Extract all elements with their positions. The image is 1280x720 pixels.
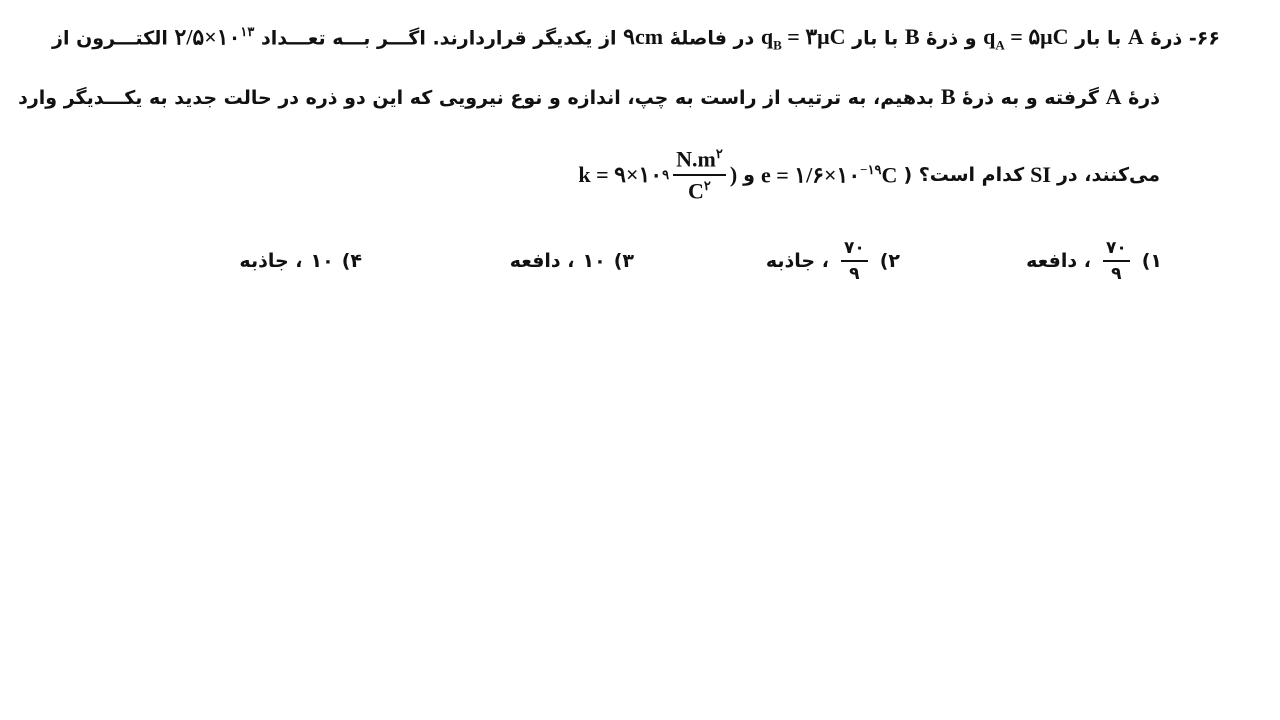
electron-charge: $e = ۱/۶\times ۱۰^{-۱۹}C$	[760, 162, 898, 188]
option-value: ۱۰	[310, 250, 334, 272]
charge-a: $q_A$ = ۵μC	[983, 24, 1069, 53]
charge-b: $q_B$ = ۳μC	[760, 24, 846, 53]
option-text: ، جاذبه	[765, 250, 829, 272]
option-1[interactable]	[1026, 238, 1162, 284]
option-number: ۲)	[879, 250, 900, 272]
text-fragment: و ذرهٔ	[926, 27, 977, 50]
text-fragment: با بار	[852, 27, 899, 50]
question-line-1	[52, 24, 1220, 54]
k-unit-fraction: $\frac{N.m^۲}{C^۲}$	[673, 146, 726, 205]
question-line-2	[18, 84, 1160, 110]
electron-count: $۲/۵\times ۱۰^{۱۳}$	[174, 24, 255, 50]
question-line-3	[578, 146, 1160, 205]
text-fragment: از یکدیگر قراردارند. اگـــر بـــه تعـــداد	[261, 27, 617, 50]
text-fragment: در فاصلهٔ	[669, 27, 755, 50]
distance: ۹cm	[623, 24, 664, 50]
text-fragment: می‌کنند، در	[1056, 164, 1160, 187]
option-4[interactable]	[239, 250, 362, 272]
text-fragment: با بار	[1075, 27, 1122, 50]
text-fragment: الکتـــرون از	[52, 27, 168, 50]
option-value: ۱۰	[582, 250, 606, 272]
text-fragment: کدام است؟ (	[903, 164, 1025, 187]
text-fragment: ذرهٔ	[1128, 87, 1160, 109]
text-fragment: گرفته و به ذرهٔ	[962, 87, 1099, 109]
option-number: ۱)	[1141, 250, 1162, 272]
option-number: ۴)	[341, 250, 362, 272]
label-b: B	[940, 84, 956, 109]
text-fragment: بدهیم، به ترتیب از راست به چپ، اندازه و نوع نیرویی که این دو ذره در حالت جدید به یکـــدیگر وارد	[18, 87, 935, 109]
option-text: ، دافعه	[509, 250, 575, 272]
text-fragment: و	[743, 164, 755, 187]
text-fragment: ذرهٔ	[1150, 27, 1183, 50]
option-fraction: $\frac{۷۰}{۹}$	[1103, 238, 1130, 284]
label-b: B	[904, 24, 920, 50]
label-a: A	[1105, 84, 1122, 109]
option-text: ، دافعه	[1026, 250, 1091, 272]
option-2[interactable]	[766, 238, 900, 284]
question-number: ۶۶-	[1188, 27, 1220, 50]
option-text: ، جاذبه	[239, 250, 303, 272]
coulomb-constant: k = ۹×۱۰ ۹ $\frac{N.m^۲}{C^۲}$ )	[578, 146, 738, 204]
si-unit: SI	[1030, 162, 1051, 188]
option-fraction: $\frac{۷۰}{۹}$	[841, 238, 868, 284]
label-a: A	[1127, 24, 1144, 50]
option-3[interactable]	[510, 250, 634, 272]
option-number: ۳)	[613, 250, 634, 272]
